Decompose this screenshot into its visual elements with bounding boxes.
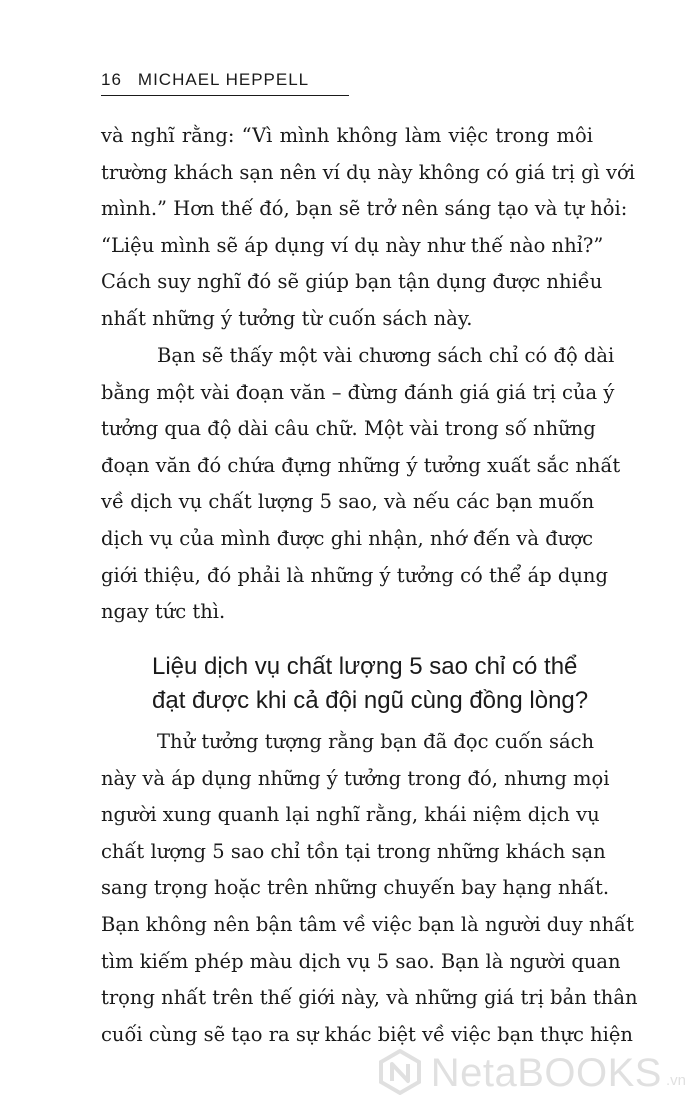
text-line: về dịch vụ chất lượng 5 sao, và nếu các bạn muốn	[101, 490, 595, 514]
watermark-suffix: .vn	[665, 1072, 686, 1089]
text-line: “Liệu mình sẽ áp dụng ví dụ này như thế nào nhỉ?”	[101, 233, 604, 257]
text-line: bằng một vài đoạn văn – đừng đánh giá giá trị của ý	[101, 380, 615, 404]
text-line: trọng nhất trên thế giới này, và những giá trị bản thân	[101, 986, 638, 1010]
watermark	[377, 1049, 686, 1095]
text-line: trường khách sạn nên ví dụ này không có giá trị gì với	[101, 160, 635, 184]
text-line: người xung quanh lại nghĩ rằng, khái niệm dịch vụ	[101, 803, 600, 827]
text-line: sang trọng hoặc trên những chuyến bay hạng nhất.	[101, 876, 610, 900]
watermark-brand: NetaBOOKS	[430, 1051, 662, 1095]
netabooks-logo-icon	[377, 1049, 423, 1095]
text-line: tìm kiếm phép màu dịch vụ 5 sao. Bạn là người quan	[101, 949, 621, 973]
text-line: nhất những ý tưởng từ cuốn sách này.	[101, 306, 473, 330]
section-heading	[152, 650, 592, 718]
paragraph-1	[101, 118, 635, 338]
text-line: Bạn sẽ thấy một vài chương sách chỉ có độ dài	[157, 344, 615, 367]
text-line: Bạn không nên bận tâm về việc bạn là người duy nhất	[101, 912, 634, 936]
text-line: đoạn văn đó chứa đựng những ý tưởng xuất sắc nhất	[101, 453, 621, 477]
text-line: tưởng qua độ dài câu chữ. Một vài trong số những	[101, 417, 596, 441]
text-line: chất lượng 5 sao chỉ tồn tại trong những khách sạn	[101, 839, 606, 863]
heading-line: đạt được khi cả đội ngũ cùng đồng lòng?	[152, 687, 589, 714]
text-line: này và áp dụng những ý tưởng trong đó, nhưng mọi	[101, 766, 610, 790]
paragraph-2	[101, 338, 621, 631]
text-line: giới thiệu, đó phải là những ý tưởng có thể áp dụng	[101, 563, 608, 587]
header-rule	[101, 95, 349, 96]
text-line: dịch vụ của mình được ghi nhận, nhớ đến và được	[101, 526, 593, 550]
paragraph-3	[101, 724, 638, 1053]
text-line: và nghĩ rằng: “Vì mình không làm việc trong môi	[101, 124, 593, 147]
author-name: MICHAEL HEPPELL	[137, 70, 310, 89]
text-line: ngay tức thì.	[101, 600, 226, 624]
text-line: Cách suy nghĩ đó sẽ giúp bạn tận dụng được nhiều	[101, 270, 603, 294]
text-line: mình.” Hơn thế đó, bạn sẽ trở nên sáng tạo và tự hỏi:	[101, 197, 628, 221]
running-header	[101, 70, 309, 90]
text-line: cuối cùng sẽ tạo ra sự khác biệt về việc bạn thực hiện	[101, 1022, 633, 1046]
text-line: Thử tưởng tượng rằng bạn đã đọc cuốn sách	[157, 730, 595, 753]
heading-line: Liệu dịch vụ chất lượng 5 sao chỉ có thể	[152, 653, 578, 680]
page-number: 16	[101, 70, 122, 89]
